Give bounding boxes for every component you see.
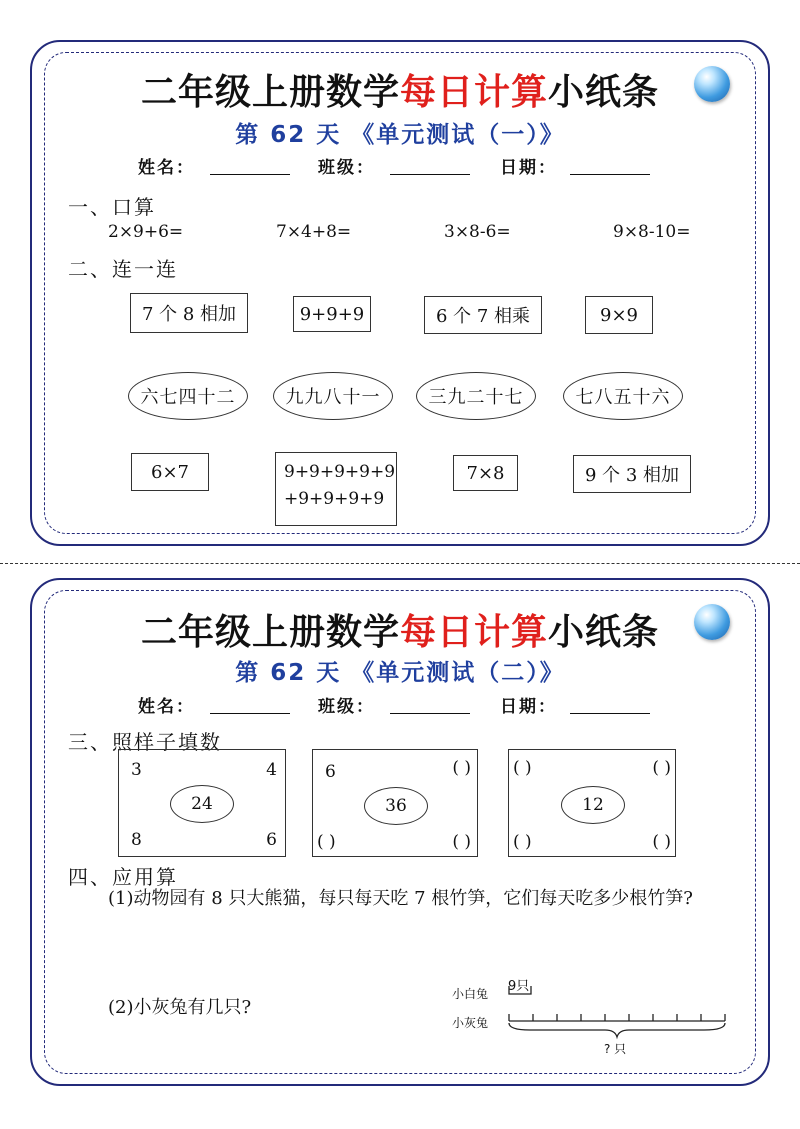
number-puzzle <box>508 749 676 857</box>
match-box[interactable]: 9 个 3 相加 <box>573 455 691 493</box>
name-label: 姓名： <box>138 697 195 717</box>
match-ellipse[interactable]: 九九八十一 <box>273 372 393 420</box>
puzzle-corner[interactable]: ( ) <box>513 758 532 778</box>
name-blank[interactable] <box>210 713 290 714</box>
puzzle-corner: 3 <box>131 760 142 780</box>
diagram-label-white-rabbit: 小白兔 <box>452 987 489 1001</box>
puzzle-corner: 8 <box>131 830 142 850</box>
puzzle-corner: 6 <box>266 830 277 850</box>
expression: 3×8-6= <box>444 222 511 242</box>
puzzle-center: 36 <box>364 787 428 825</box>
diagram-label-gray-rabbit: 小灰兔 <box>452 1016 489 1030</box>
word-problem-2: (2)小灰兔有几只? <box>108 997 252 1018</box>
section-fill-pattern: 三、照样子填数 <box>68 730 222 754</box>
name-blank[interactable] <box>210 174 290 175</box>
date-label: 日期： <box>500 697 557 717</box>
puzzle-corner[interactable]: ( ) <box>452 758 471 778</box>
match-ellipse[interactable]: 三九二十七 <box>416 372 536 420</box>
class-blank[interactable] <box>390 174 470 175</box>
segment-diagram <box>500 980 740 1050</box>
date-blank[interactable] <box>570 713 650 714</box>
match-box[interactable]: 6 个 7 相乘 <box>424 296 542 334</box>
name-label: 姓名： <box>138 158 195 178</box>
puzzle-center: 24 <box>170 785 234 823</box>
match-ellipse[interactable]: 七八五十六 <box>563 372 683 420</box>
match-box-line: 9+9+9+9+9 <box>284 462 396 482</box>
match-box[interactable]: 6×7 <box>131 453 209 491</box>
diagram-count-white: 9只 <box>508 979 530 994</box>
expression: 9×8-10= <box>613 222 691 242</box>
segment-ticks <box>509 1014 725 1021</box>
puzzle-corner[interactable]: ( ) <box>317 832 336 852</box>
puzzle-corner: 6 <box>325 762 336 782</box>
expression: 7×4+8= <box>276 222 352 242</box>
total-brace <box>509 1023 725 1037</box>
match-box[interactable]: 7 个 8 相加 <box>130 293 248 333</box>
expression: 2×9+6= <box>108 222 184 242</box>
class-label: 班级： <box>318 158 375 178</box>
page-title: 二年级上册数学每日计算小纸条 <box>140 72 660 113</box>
puzzle-center: 12 <box>561 786 625 824</box>
page-title: 二年级上册数学每日计算小纸条 <box>140 612 660 653</box>
number-puzzle <box>312 749 478 857</box>
puzzle-corner[interactable]: ( ) <box>452 832 471 852</box>
white-rabbit-segment <box>509 986 531 994</box>
match-ellipse[interactable]: 六七四十二 <box>128 372 248 420</box>
subtitle: 第 62 天 《单元测试（二）》 <box>235 660 565 686</box>
section-matching: 二、连一连 <box>68 257 178 281</box>
section-word-problems: 四、应用算 <box>68 865 178 889</box>
date-blank[interactable] <box>570 174 650 175</box>
puzzle-corner[interactable]: ( ) <box>652 758 671 778</box>
cut-line <box>0 563 800 564</box>
subtitle: 第 62 天 《单元测试（一）》 <box>235 122 565 148</box>
puzzle-corner[interactable]: ( ) <box>652 832 671 852</box>
puzzle-corner[interactable]: ( ) <box>513 832 532 852</box>
puzzle-corner: 4 <box>266 760 277 780</box>
diagram-question: ? 只 <box>604 1042 627 1056</box>
match-box[interactable]: 9+9+9 <box>293 296 371 332</box>
match-box[interactable]: 9×9 <box>585 296 653 334</box>
date-label: 日期： <box>500 158 557 178</box>
match-box[interactable]: 7×8 <box>453 455 518 491</box>
class-label: 班级： <box>318 697 375 717</box>
section-oral-calculation: 一、口算 <box>68 195 156 219</box>
match-box-line: +9+9+9+9 <box>284 489 385 509</box>
class-blank[interactable] <box>390 713 470 714</box>
number-puzzle <box>118 749 286 857</box>
match-box-two-line[interactable] <box>275 452 397 526</box>
word-problem-1: (1)动物园有 8 只大熊猫，每只每天吃 7 根竹笋，它们每天吃多少根竹笋? <box>108 888 693 909</box>
